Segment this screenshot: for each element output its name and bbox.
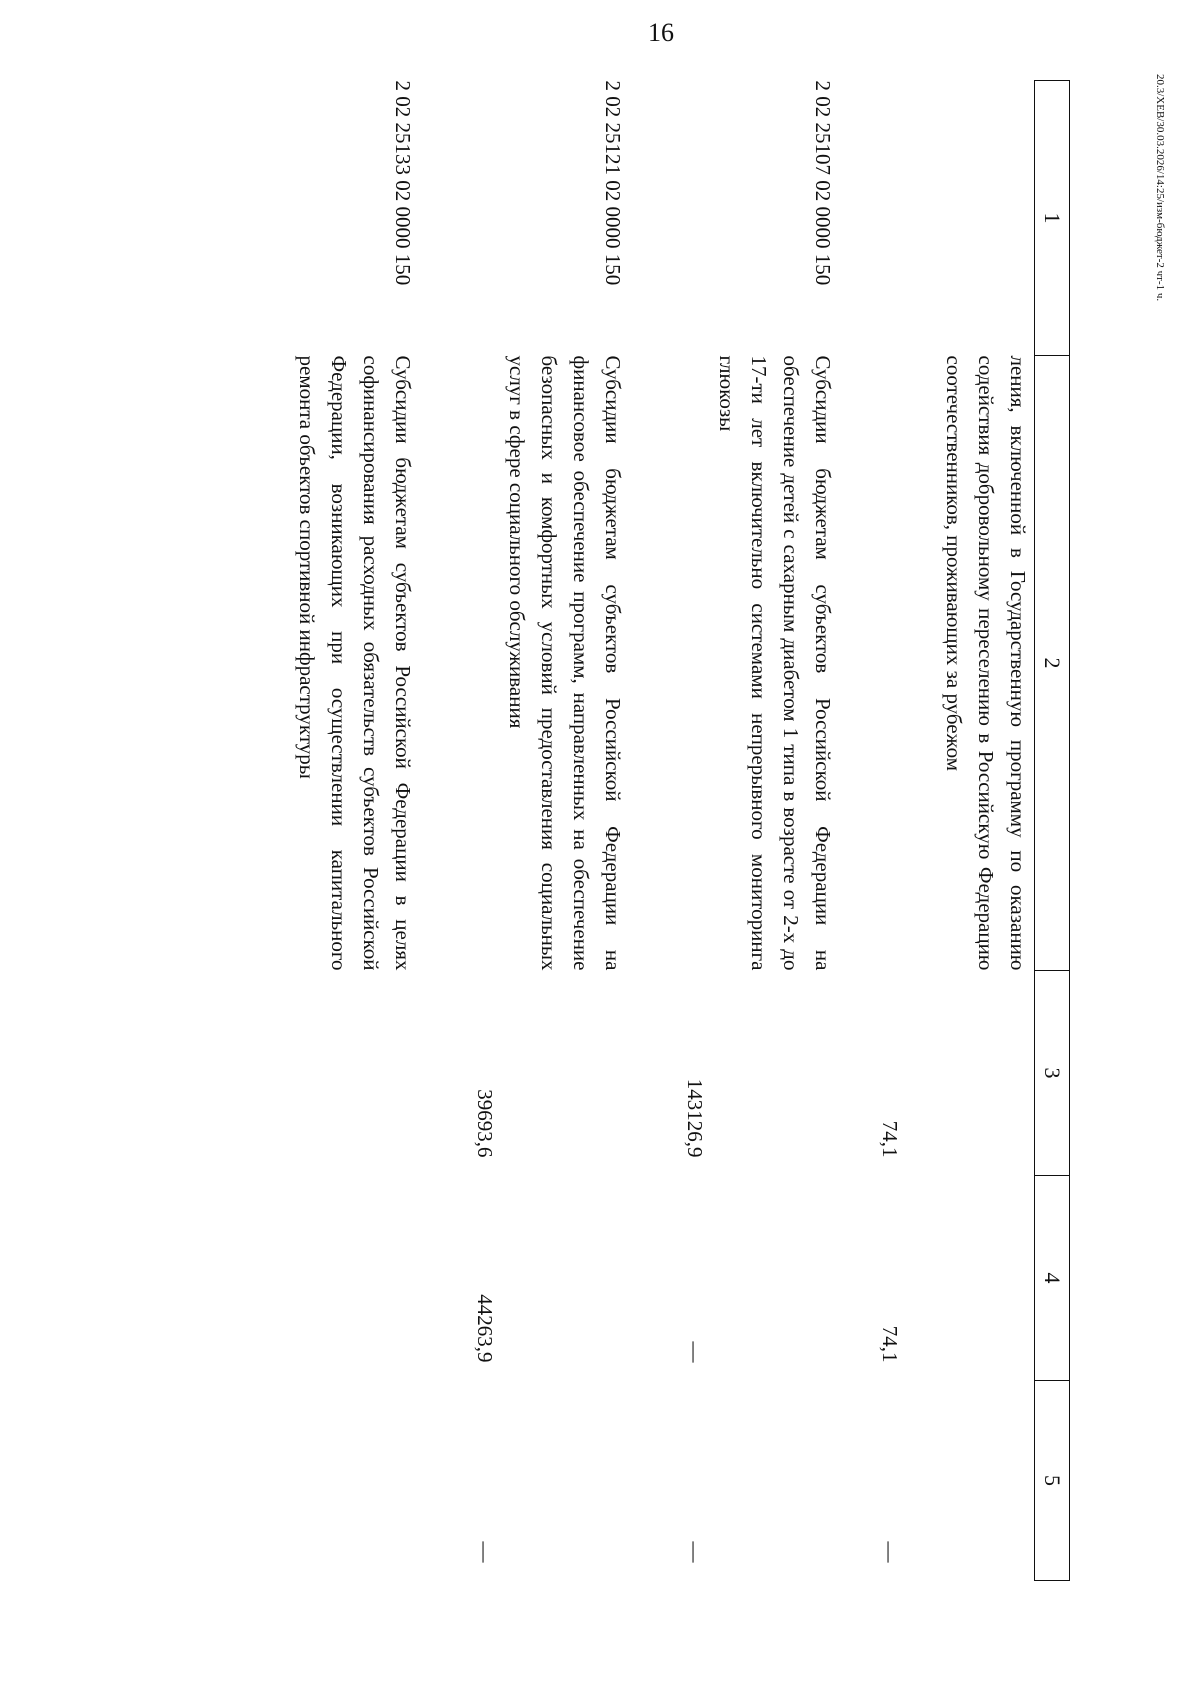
budget-table	[169, 80, 1070, 1581]
row-value-col3	[839, 971, 1035, 1176]
value-text: —	[683, 1341, 707, 1363]
value-text: 143126,9	[683, 1078, 707, 1158]
table-header-row	[1035, 81, 1070, 1581]
row-value-col4	[629, 1176, 839, 1381]
value-text: 39693,6	[473, 1089, 497, 1158]
row-code: 2 02 25121 02 0000 150	[601, 80, 625, 286]
table-row	[419, 81, 629, 1581]
value-text: 74,1	[878, 1120, 902, 1158]
header-col-2: 2	[1035, 356, 1070, 971]
table-row	[629, 81, 839, 1581]
row-code: 2 02 25107 02 0000 150	[811, 80, 835, 286]
row-description: ления, включенной в Государственную программу по оказанию содействия добровольному переселению в Российскую Федерацию соотечественников, проживающих за рубежом	[942, 355, 1030, 971]
row-code	[839, 81, 1035, 356]
header-col-1: 1	[1035, 81, 1070, 356]
row-description: Субсидии бюджетам субъектов Российской Федерации на обеспечение детей с сахарным диабетом 1 типа в возрасте от 2-х до 17-ти лет включительно системами непрерывного мониторинга глюкозы	[715, 355, 835, 971]
table-row	[839, 81, 1035, 1581]
header-col-4: 4	[1035, 1176, 1070, 1381]
table-row	[169, 81, 419, 1581]
value-text: —	[878, 1541, 902, 1563]
value-text: —	[683, 1541, 707, 1563]
row-description: Субсидии бюджетам субъектов Российской Федерации в целях софинансирования расходных обязательств субъектов Российской Федерации, возникающих при осуществлении капитального ремонта объектов спортивной инфраструктуры	[295, 355, 415, 971]
row-value-col4	[169, 1176, 419, 1381]
row-description: Субсидии бюджетам субъектов Российской Федерации на финансовое обеспечение программ, направленных на обеспечение безопасных и комфортных условий предоставления социальных услуг в сфере социального обслуживания	[505, 355, 625, 971]
row-value-col3	[629, 971, 839, 1176]
row-value-col5	[419, 1381, 629, 1581]
row-value-col3	[169, 971, 419, 1176]
row-value-col5	[629, 1381, 839, 1581]
page-number: 16	[648, 18, 674, 47]
row-code: 2 02 25133 02 0000 150	[391, 80, 415, 286]
rotated-table-block	[180, 80, 1070, 1580]
header-col-3: 3	[1035, 971, 1070, 1176]
row-value-col4	[839, 1176, 1035, 1381]
header-col-5: 5	[1035, 1381, 1070, 1581]
document-footer-mark: 20.3/ХЕВ/30.03.2026/14:25/изм-бюджет-2 чт-1 ч.	[1154, 74, 1166, 302]
row-value-col5	[169, 1381, 419, 1581]
value-text: 44263,9	[473, 1294, 497, 1363]
row-value-col3	[419, 971, 629, 1176]
row-value-col5	[839, 1381, 1035, 1581]
value-text: —	[473, 1541, 497, 1563]
row-value-col4	[419, 1176, 629, 1381]
value-text: 74,1	[878, 1325, 902, 1363]
